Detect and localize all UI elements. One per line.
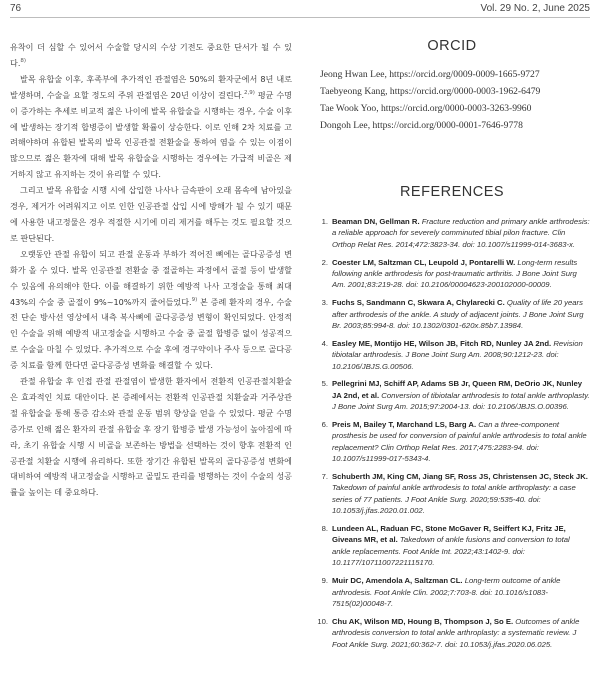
reference-number: 9. [321, 576, 328, 586]
reference-item [314, 419, 590, 465]
orcid-entry[interactable]: Tae Wook Yoo, https://orcid.org/0000-0003-3263-9960 [320, 103, 532, 114]
reference-number: 7. [321, 472, 328, 482]
reference-item [314, 338, 590, 372]
reference-authors: Muir DC, Amendola A, Saltzman CL. [332, 576, 463, 586]
right-column [314, 32, 590, 656]
reference-item [314, 378, 590, 412]
reference-authors: Easley ME, Montijo HE, Wilson JB, Fitch RD, Nunley JA 2nd. [332, 338, 552, 348]
header-divider [10, 17, 590, 18]
reference-details: Long-term results following ankle arthrodesis for post-traumatic arthritis. J Bone Joint Surg Am. 2001;83:219-28. doi: 10.2106/00004623-200102000-00009. [332, 257, 578, 290]
reference-details: Long-term outcome of ankle arthrodesis. Foot Ankle Clin. 2002;7:703-8. doi: 10.1016/s1083-7515(02)00048-7. [332, 576, 561, 608]
orcid-entry[interactable]: Dongoh Lee, https://orcid.org/0000-0001-7646-9778 [320, 120, 523, 131]
reference-list [314, 216, 590, 650]
body-paragraph: 유착이 더 심할 수 있어서 수술할 당시의 수상 기전도 중요한 단서가 될 수 있다.$^{8)}$ [10, 42, 292, 68]
reference-details: Conversion of tibiotalar arthrodesis to total ankle arthroplasty. J Bone Joint Surg Am. 2015;97:2004-13. doi: 10.2106/JBJS.O.00396. [332, 390, 590, 412]
reference-number: 10. [317, 616, 328, 626]
body-text-column [10, 40, 292, 501]
reference-details: Takedown of ankle fusions and conversion to total ankle replacements. Foot Ankle Int. 2022;43:1402-9. doi: 10.1177/10711007221115170. [332, 535, 570, 568]
reference-item [314, 616, 590, 650]
reference-item [314, 471, 590, 517]
reference-authors: Beaman DN, Gellman R. [332, 217, 420, 226]
body-paragraph: 그리고 발목 유합술 시행 시에 삽입한 나사나 금속판이 오래 몸속에 남아있을 경우, 제거가 어려워지고 이로 인한 인공관절 삽입 시에 방해가 될 수 있기 때문에 사용한 내고정물은 경우 적절한 시기에 미리 제거를 해두는 것도 필요할 것으로 판단된다. [10, 185, 292, 243]
orcid-heading: ORCID [427, 38, 477, 54]
citation: 9) [191, 296, 198, 303]
reference-authors: Preis M, Bailey T, Marchand LS, Barg A. [332, 420, 477, 430]
reference-number: 2. [321, 257, 328, 267]
reference-number: 4. [321, 338, 328, 348]
citation: 8) [20, 57, 27, 64]
reference-details: Quality of life 20 years after arthrodesis of the ankle. A study of adjacent joints. J Bone Joint Surg Br. 2003;85:994-8. doi: 10.1302/0301-620x.85b7.13984. [332, 298, 584, 331]
body-paragraph: 오랫동안 관절 유합이 되고 관절 운동과 부하가 적어진 뼈에는 골다공증성 변화가 올 수 있다. 발목 인공관절 전환술 중 절골하는 과정에서 골절 등이 발생할 수 있음에 유의해야 한다. 이를 해결하기 위한 예방적 나사 고정술을 통해 최대 43%의 수술 중 골절이 9%~10%까지 줄어들었다.$^{9)}$ 본 증례 환자의 경우, 수술 전 단순 방사선 영상에서 내측 복사뼈에 골다공증성 변형이 확인되었다. 안정적인 수술을 위해 예방적 내고정술을 시행하고 수술 중 골절 합병증 없이 성공적으로 수술을 마칠 수 있었다. 추가적으로 수술 후에 경구약이나 주사 등으로 골다공증 치료를 함께 한다면 골다공증성 변화를 해결할 수 있다. [10, 248, 292, 371]
reference-number: 6. [321, 420, 328, 430]
reference-authors: Chu AK, Wilson MD, Houng B, Thompson J, So E. [332, 616, 514, 626]
reference-item [314, 297, 590, 331]
reference-number: 5. [321, 379, 328, 389]
orcid-entry[interactable]: Taebyeong Kang, https://orcid.org/0000-0003-1962-6479 [320, 86, 541, 97]
orcid-list [314, 66, 590, 134]
reference-number: 3. [321, 298, 328, 308]
reference-authors: Pellegrini MJ, Schiff AP, Adams SB Jr, Queen RM, DeOrio JK, Nunley JA 2nd, et al. [332, 379, 583, 400]
body-paragraph: 관절 유합술 후 인접 관절 관절염이 발생한 환자에서 전환적 인공관절치환술은 효과적인 치료 대안이다. 본 증례에서는 전환적 인공관절 치환술과 거주상관절 유합술을 통해 통증 감소와 관절 운동 범위 향상을 얻을 수 있었다. 평균 수명 증가로 인해 젊은 환자의 관절 유합술 후 장기 합병증 발생 가능성이 높아짐에 따라, 초기 유합술 시행 시 비골을 보존하는 방법을 선택하는 것이 향후 전환적 인공관절 치환술 시행에 유리하다. 또한 장기간 유합된 발목의 골다공증성 변화에 대비하여 예방적 내고정술을 시행하고 골밀도 관리를 병행하는 것이 수술의 성공률을 높이는 데 중요하다. [10, 376, 292, 498]
reference-details: Can a three-component prosthesis be used for conversion of painful ankle arthrodesis to total ankle replacement? Clin Orthop Relat Res. 2017;475:2283-94. doi: 10.1007/s11999-017-5343-4. [332, 420, 587, 464]
reference-item [314, 523, 590, 569]
reference-details: Fracture reduction and primary ankle arthrodesis: a reliable approach for severely comminuted tibial pilon fracture. Clin Orthop Relat Res. 2014;472:3823-34. doi: 10.1007/s11999-014-3683-x. [332, 217, 590, 249]
reference-details: Takedown of painful ankle arthrodesis to total ankle arthroplasty: a case series of 77 patients. J Foot Ankle Surg. 2020;59:535-40. doi: 10.1053/j.jfas.2020.01.002. [332, 483, 576, 516]
reference-authors: Coester LM, Saltzman CL, Leupold J, Pontarelli W. [332, 257, 516, 267]
reference-details: Outcomes of ankle arthrodesis conversion to total ankle arthroplasty: a systematic review. J Foot Ankle Surg. 2021;60:362-7. doi: 10.1053/j.jfas.2020.06.025. [332, 616, 580, 649]
reference-number: 1. [321, 217, 328, 226]
reference-number: 8. [321, 524, 328, 534]
citation: 2,9) [244, 89, 255, 96]
reference-authors: Fuchs S, Sandmann C, Skwara A, Chylarecki C. [332, 298, 505, 308]
reference-authors: Lundeen AL, Raduan FC, Stone McGaver R, Seiffert KJ, Fritz JE, Giveans MR, et al. [332, 524, 566, 545]
reference-item [314, 575, 590, 609]
reference-authors: Schuberth JM, King CM, Jiang SF, Ross JS, Christensen JC, Steck JK. [332, 472, 588, 482]
reference-details: Revision tibiotalar arthrodesis. J Bone Joint Surg Am. 2008;90:1212-23. doi: 10.2106/JBJS.G.00506. [332, 338, 583, 371]
reference-item [314, 216, 590, 250]
running-header [0, 0, 600, 18]
body-paragraph: 발목 유합술 이후, 후족부에 추가적인 관절염은 50%의 환자군에서 8년 내로 발생하며, 수술을 요할 정도의 주위 관절염은 20년 이상이 걸린다.$^{2,9)}$ 평균 수명이 증가하는 추세로 비교적 젊은 나이에 발목 유합술을 시행하는 경우, 수술 이후에 발생하는 장기적 합병증이 발생할 확률이 상승한다. 이로 인해 2차 치료를 고려해야하며 유합된 발목의 발목 인공관절 전환술을 통하여 염을 수 있는 이점이 많으므로 젊은 환자에 대해 발목 유합술을 시행하는 경우에는 가급적 비골은 제거하지 않고 유지하는 것이 유리할 수 있다. [10, 73, 292, 180]
references-heading: REFERENCES [399, 184, 505, 200]
journal-volume: Vol. 29 No. 2, June 2025 [480, 3, 590, 14]
orcid-entry[interactable]: Jeong Hwan Lee, https://orcid.org/0009-0009-1665-9727 [320, 69, 540, 80]
reference-item [314, 257, 590, 291]
page-number: 76 [10, 3, 22, 14]
